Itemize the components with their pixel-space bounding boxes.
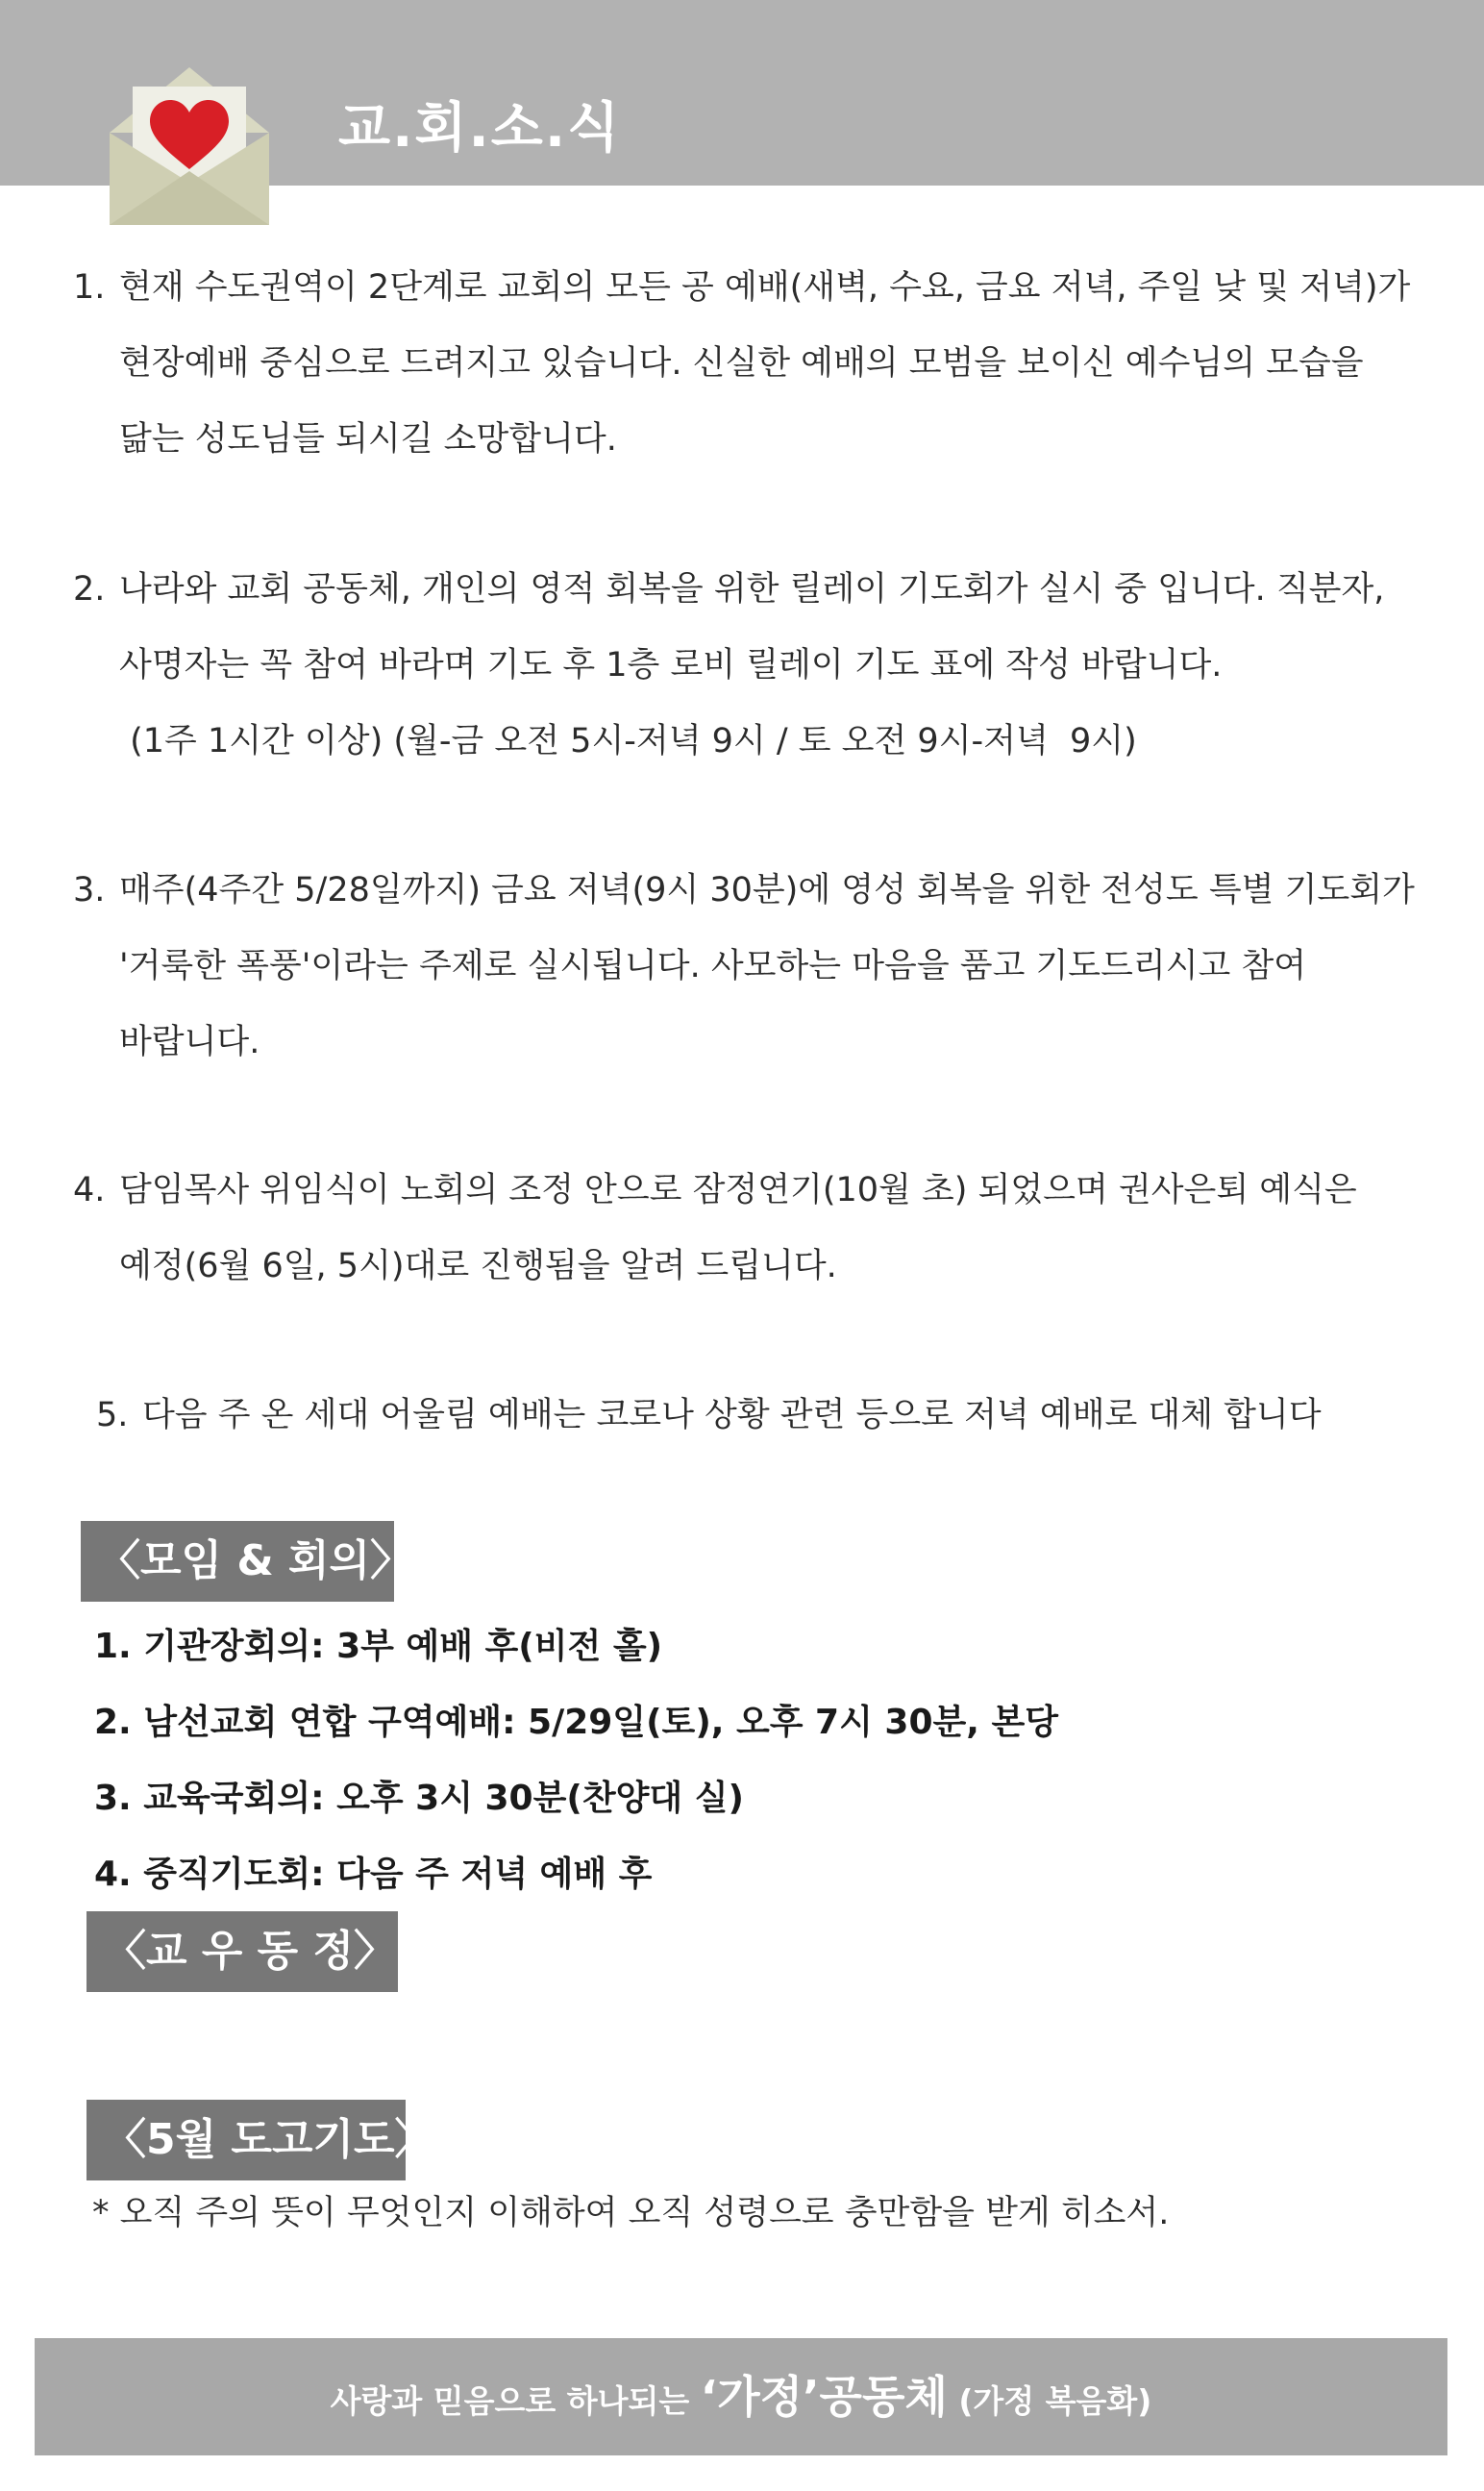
notice-line: 다음 주 온 세대 어울림 예배는 코로나 상황 관련 등으로 저녁 예배로 대체 합니다 — [142, 1396, 1322, 1434]
notice-line: 현재 수도권역이 2단계로 교회의 모든 공 예배(새벽, 수요, 금요 저녁, 주일 낮 및 저녁)가 — [119, 268, 1411, 307]
heart-envelope-icon — [108, 65, 271, 227]
footer-slogan-suffix: (가정 복음화) — [947, 2382, 1152, 2420]
notice-line: 현장예배 중심으로 드려지고 있습니다. 신실한 예배의 모범을 보이신 예수님의 모습을 — [119, 344, 1364, 383]
meetings-section-header: 〈모임 & 회의〉 — [81, 1521, 394, 1602]
notice-line: 나라와 교회 공동체, 개인의 영적 회복을 위한 릴레이 기도회가 실시 중 입니다. 직분자, — [119, 570, 1385, 609]
meeting-item: 1. 기관장회의: 3부 예배 후(비전 홀) — [94, 1627, 663, 1666]
notice-number: 2. — [73, 570, 106, 609]
footer-slogan-prefix: 사랑과 믿음으로 하나되는 — [330, 2382, 701, 2420]
notice-item — [73, 552, 1419, 780]
notice-line: 닮는 성도님들 되시길 소망합니다. — [119, 420, 617, 459]
meeting-item: 4. 중직기도회: 다음 주 저녁 예배 후 — [94, 1855, 653, 1894]
notice-number: 1. — [73, 268, 106, 307]
notice-line: 바랍니다. — [119, 1023, 260, 1061]
notice-line: (1주 1시간 이상) (월-금 오전 5시-저녁 9시 / 토 오전 9시-저녁 9시) — [119, 722, 1137, 760]
prayer-section-header: 〈5월 도고기도〉 — [87, 2100, 406, 2180]
page-title: 교.회.소.식 — [338, 97, 622, 160]
footer-slogan-main: ‘가정’공동체 — [700, 2371, 948, 2423]
notice-line: 매주(4주간 5/28일까지) 금요 저녁(9시 30분)에 영성 회복을 위한 전성도 특별 기도회가 — [119, 871, 1415, 909]
meeting-item: 2. 남선교회 연합 구역예배: 5/29일(토), 오후 7시 30분, 본당 — [94, 1703, 1059, 1742]
notice-item — [73, 853, 1419, 1081]
notice-line: 예정(6월 6일, 5시)대로 진행됨을 알려 드립니다. — [119, 1247, 837, 1285]
notice-number: 3. — [73, 871, 106, 909]
notice-number: 5. — [96, 1396, 129, 1434]
notice-item — [73, 250, 1419, 478]
notice-number: 4. — [73, 1171, 106, 1209]
notice-line: '거룩한 폭풍'이라는 주제로 실시됩니다. 사모하는 마음을 품고 기도드리시고 참여 — [119, 947, 1307, 985]
notice-line: 사명자는 꼭 참여 바라며 기도 후 1층 로비 릴레이 기도 표에 작성 바랍니다. — [119, 646, 1223, 685]
notice-item — [73, 1153, 1419, 1305]
notice-item — [96, 1378, 1442, 1454]
notice-line: 담임목사 위임식이 노회의 조정 안으로 잠정연기(10월 초) 되었으며 권사은퇴 예식은 — [119, 1171, 1357, 1209]
prayer-text: * 오직 주의 뜻이 무엇인지 이해하여 오직 성령으로 충만함을 받게 히소서. — [92, 2194, 1170, 2232]
meeting-item: 3. 교육국회의: 오후 3시 30분(찬양대 실) — [94, 1779, 744, 1818]
footer-slogan — [35, 2338, 1447, 2455]
member-news-section-header: 〈교 우 동 정〉 — [87, 1911, 398, 1992]
